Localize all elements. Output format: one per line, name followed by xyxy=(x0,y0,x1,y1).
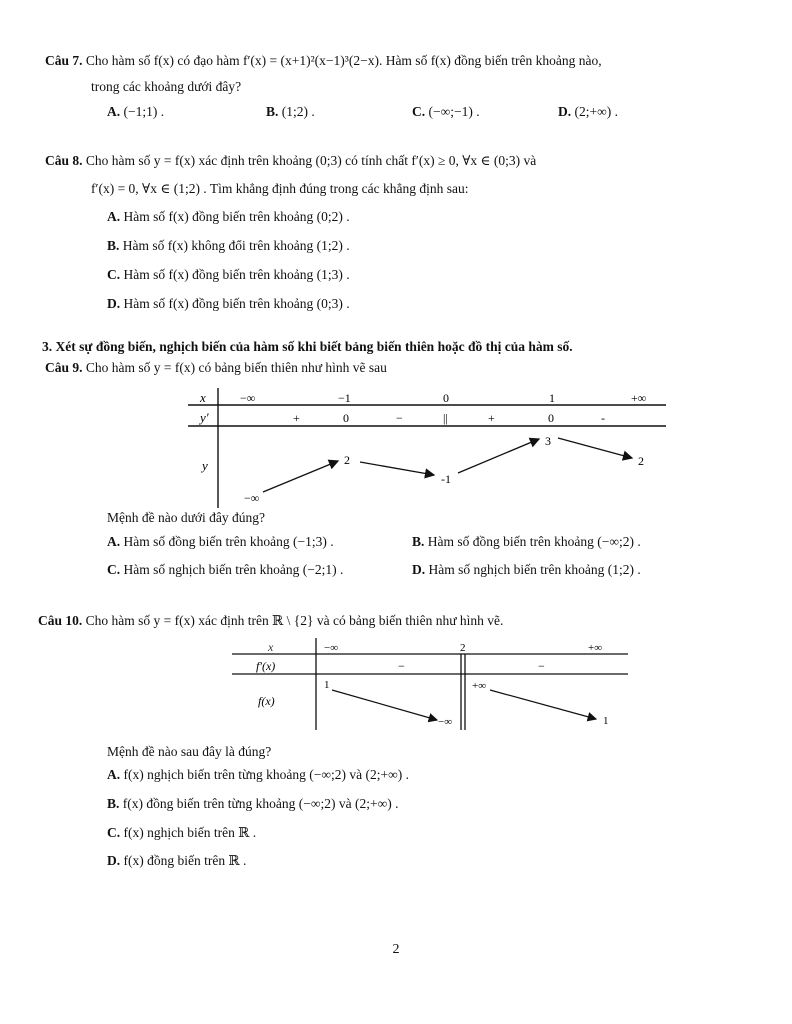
q10-option-b[interactable]: B. f(x) đồng biến trên từng khoảng (−∞;2) và (2;+∞) . xyxy=(107,796,399,811)
q8-label: Câu 8. xyxy=(45,153,83,168)
q9-y-1: −∞ xyxy=(244,491,260,505)
q9-x-4: 1 xyxy=(549,391,555,405)
q10-x-label: x xyxy=(268,640,274,654)
q9-arrow-3 xyxy=(458,439,539,473)
q10-f-label: f(x) xyxy=(258,694,275,708)
q7-option-d[interactable]: D. (2;+∞) . xyxy=(558,104,618,119)
q10-fp-label: f′(x) xyxy=(256,659,276,673)
q7-text1: Cho hàm số f(x) có đạo hàm f′(x) = (x+1)²(x−1)³(2−x). Hàm số f(x) đồng biến trên khoảng nào, xyxy=(85,53,602,68)
q9-option-b[interactable]: B. Hàm số đồng biến trên khoảng (−∞;2) . xyxy=(412,534,641,549)
q9-yp-5: + xyxy=(488,411,495,425)
q9-x-5: +∞ xyxy=(631,391,647,405)
q9-yp-4: || xyxy=(443,411,448,425)
q10-option-c[interactable]: C. f(x) nghịch biến trên ℝ . xyxy=(107,825,257,840)
q10-line1 xyxy=(38,612,503,630)
q7-option-a[interactable]: A. (−1;1) . xyxy=(107,104,165,119)
q9-option-d[interactable]: D. Hàm số nghịch biến trên khoảng (1;2) . xyxy=(412,562,641,577)
q10-label: Câu 10. xyxy=(38,613,83,628)
q10-fp-1: − xyxy=(398,659,405,673)
q10-f-1: 1 xyxy=(324,679,330,691)
q7-line2: trong các khoảng dưới đây? xyxy=(91,79,242,94)
q9-yp-3: − xyxy=(396,411,403,425)
q10-option-a[interactable]: A. f(x) nghịch biến trên từng khoảng (−∞;2) và (2;+∞) . xyxy=(107,767,409,782)
q8-option-d[interactable]: D. Hàm số f(x) đồng biến trên khoảng (0;3) . xyxy=(107,296,350,311)
q10-arrow-1 xyxy=(332,690,437,720)
q9-x-3: 0 xyxy=(443,391,449,405)
q9-arrow-4 xyxy=(558,438,632,458)
page-number: 2 xyxy=(392,942,400,957)
q9-yp-1: + xyxy=(293,411,300,425)
q9-y-3: -1 xyxy=(441,472,451,486)
q9-y-5: 2 xyxy=(638,454,644,468)
q10-arrow-2 xyxy=(490,690,596,719)
q7-line1 xyxy=(45,52,602,70)
q10-x-1: −∞ xyxy=(324,642,339,654)
q7-option-b[interactable]: B. (1;2) . xyxy=(266,104,315,119)
q10-fp-2: − xyxy=(538,659,545,673)
q9-arrow-2 xyxy=(360,462,434,475)
q9-prompt: Mệnh đề nào dưới đây đúng? xyxy=(107,510,266,525)
q10-x-2: 2 xyxy=(460,642,466,654)
q9-x-2: −1 xyxy=(338,391,351,405)
q8-text1: Cho hàm số y = f(x) xác định trên khoảng (0;3) có tính chất f′(x) ≥ 0, ∀x ∈ (0;3) và xyxy=(85,153,537,168)
q9-y-2: 2 xyxy=(344,453,350,467)
q9-yp-2: 0 xyxy=(343,411,349,425)
q9-x-label: x xyxy=(200,390,206,405)
q8-option-b[interactable]: B. Hàm số f(x) không đổi trên khoảng (1;2) . xyxy=(107,238,350,253)
q10-f-4: 1 xyxy=(603,715,609,727)
q9-yp-6: 0 xyxy=(548,411,554,425)
q9-text1: Cho hàm số y = f(x) có bảng biến thiên như hình vẽ sau xyxy=(85,360,387,375)
q9-option-a[interactable]: A. Hàm số đồng biến trên khoảng (−1;3) . xyxy=(107,534,334,549)
q10-f-2: −∞ xyxy=(438,716,453,728)
q9-y-4: 3 xyxy=(545,434,551,448)
q9-variation-table xyxy=(188,388,666,508)
q9-y-label: y xyxy=(202,458,208,473)
section-3-heading: 3. Xét sự đồng biến, nghịch biến của hàm số khi biết bảng biến thiên hoặc đồ thị của hàm số. xyxy=(42,339,573,354)
q9-x-1: −∞ xyxy=(240,391,256,405)
q9-label: Câu 9. xyxy=(45,360,83,375)
q10-prompt: Mệnh đề nào sau đây là đúng? xyxy=(107,744,272,759)
q8-line2: f′(x) = 0, ∀x ∈ (1;2) . Tìm khẳng định đúng trong các khẳng định sau: xyxy=(91,181,469,196)
q8-option-c[interactable]: C. Hàm số f(x) đồng biến trên khoảng (1;3) . xyxy=(107,267,350,282)
q8-line1 xyxy=(45,152,536,170)
q9-line1 xyxy=(45,359,387,377)
q7-label: Câu 7. xyxy=(45,53,83,68)
q9-yp-7: - xyxy=(601,411,605,425)
q9-option-c[interactable]: C. Hàm số nghịch biến trên khoảng (−2;1) . xyxy=(107,562,344,577)
q7-option-c[interactable]: C. (−∞;−1) . xyxy=(412,104,480,119)
q8-option-a[interactable]: A. Hàm số f(x) đồng biến trên khoảng (0;2) . xyxy=(107,209,350,224)
q9-arrow-1 xyxy=(263,461,338,492)
q9-yp-label: y′ xyxy=(200,410,209,425)
q10-f-3: +∞ xyxy=(472,680,487,692)
q10-text1: Cho hàm số y = f(x) xác định trên ℝ \ {2} và có bảng biến thiên như hình vẽ. xyxy=(85,613,504,628)
q10-option-d[interactable]: D. f(x) đồng biến trên ℝ . xyxy=(107,853,247,868)
q10-variation-table xyxy=(232,638,628,734)
q10-x-3: +∞ xyxy=(588,642,603,654)
